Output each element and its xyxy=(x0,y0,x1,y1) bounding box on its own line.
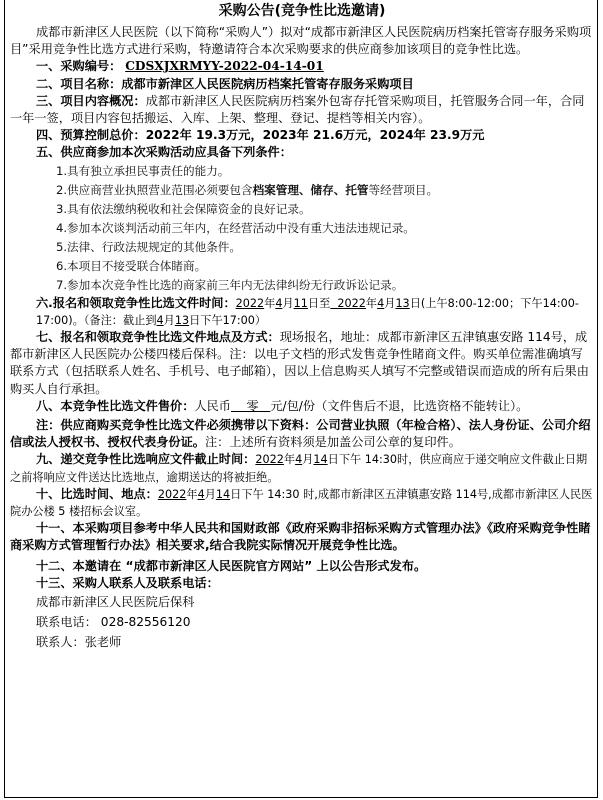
section-label: 五、供应商参加本次采购活动应具备下列条件： xyxy=(36,145,292,160)
section-label: 六.报名和领取竞争性比选文件时间： xyxy=(36,295,236,310)
list-item: 2.供应商营业执照营业范围必须要包含档案管理、储存、托管等经营项目。 xyxy=(56,182,439,197)
section-conditions xyxy=(10,144,594,161)
contact-org: 成都市新津区人民医院后保科 xyxy=(36,595,195,610)
section-contact: 十三、采购人联系人及联系电话： xyxy=(36,575,219,590)
highlight-text: 档案管理、储存、托管 xyxy=(252,182,369,197)
section-selection-time-place: 十、比选时间、地点：2022年4月14日下午 14:30 时,成都市新津区五津镇惠安路 114号,成都市新津区人民医院办公楼 5 楼招标会议室。 xyxy=(10,486,593,519)
section-publication: 十二、本邀请在 “成都市新津区人民医院官方网站” 上以公告形式发布。 xyxy=(36,558,427,573)
section-procurement-number xyxy=(10,58,594,75)
section-label: 二、项目名称： xyxy=(36,76,122,91)
section-price: 八、本竞争性比选文件售价：人民币 零 元/包/份（文件售后不退，比选资格不能转让）。 xyxy=(36,398,529,413)
section-registration-time: 六.报名和领取竞争性比选文件时间：2022年4月11日至 2022年4月13日(上午8:00-12:00；下午14:00-17:00)。（备注：截止到4月13日下午17:00） xyxy=(36,295,579,327)
note-label: 注：供应商购买竞争性比选文件必须携带以下资料：公司营业执照（年检合格）、法人身份证、公司介绍信或法人授权书、授权代表身份证。 xyxy=(10,418,591,450)
section-label: 四、预算控制总价： xyxy=(36,128,146,143)
list-item: 1.具有独立承担民事责任的能力。 xyxy=(56,163,230,178)
section-deadline: 九、递交竞争性比选响应文件截止时间：2022年4月14日下午 14:30时，供应商应于递交响应文件截止日期之前将响应文件送达比选地点，逾期送达的将被拒绝。 xyxy=(10,452,588,484)
list-item: 5.法律、行政法规规定的其他条件。 xyxy=(56,239,241,254)
announcement-document xyxy=(10,0,594,652)
price-amount: 零 xyxy=(246,398,259,413)
procurement-number: CDSXJXRMYY-2022-04-14-01 xyxy=(125,59,324,74)
section-label: 一、采购编号： xyxy=(36,59,122,74)
page-title: 采购公告(竞争性比选邀请) xyxy=(218,3,386,19)
section-regulations: 十一、本采购项目参考中华人民共和国财政部《政府采购非招标采购方式管理办法》《政府采购竞争性睹商采购方式管理暂行办法》相关要求,结合我院实际情况开展竞争性比选。 xyxy=(10,521,591,553)
conditions-list xyxy=(10,162,594,295)
section-label: 十、比选时间、地点： xyxy=(36,486,158,501)
list-item: 4.参加本次谈判活动前三年内，在经营活动中没有重大违法违规记录。 xyxy=(56,220,415,235)
note-text: 注：上述所有资料须是加盖公司公章的复印件。 xyxy=(205,435,461,450)
note-paragraph xyxy=(10,417,594,451)
project-name: 成都市新津区人民医院病历档案托管寄存服务采购项目 xyxy=(121,76,414,91)
section-label: 七、报名和领取竞争性比选文件地点及方式： xyxy=(36,330,280,345)
section-label: 八、本竞争性比选文件售价： xyxy=(36,398,195,413)
section-budget xyxy=(10,127,594,144)
list-item: 3.具有依法缴纳税收和社会保障资金的良好记录。 xyxy=(56,201,311,216)
budget-value: 2022年 19.3万元，2023年 21.6万元，2024年 23.9万元 xyxy=(145,128,485,143)
list-item: 7.参加本次竞争性比选的商家前三年内无法律纠纷无行政诉讼记录。 xyxy=(56,277,404,292)
section-label: 三、项目内容概况： xyxy=(36,93,146,108)
registration-place: 现场报名，地址：成都市新津区五津镇惠安路 114号，成都市新津区人民医院办公楼四楼后保科。注：以电子文档的形式发售竞争性睹商文件。购买单位需准确填写联系方式（包括联系人姓名、手机号、电子邮箱），因以上信息购买人填写不完整或错误而造成的所有后果由购买人自行承担。 xyxy=(10,330,589,396)
section-project-overview xyxy=(10,93,594,127)
project-overview: 成都市新津区人民医院病历档案外包寄存托管采购项目，托管服务合同一年，合同一年一签，项目内容包括搬运、入库、上架、整理、登记、提档等相关内容）。 xyxy=(10,93,585,126)
section-project-name xyxy=(10,76,594,93)
contact-person: 联系人：张老师 xyxy=(36,635,122,650)
section-label: 九、递交竞争性比选响应文件截止时间： xyxy=(36,452,256,467)
list-item: 6.本项目不接受联合体睹商。 xyxy=(56,258,207,273)
section-registration-place xyxy=(10,329,594,398)
intro-paragraph: 成都市新津区人民医院（以下简称“采购人”）拟对“成都市新津区人民医院病历档案托管寄存服务采购项目”采用竞争性比选方式进行采购，特邀请符合本次采购要求的供应商参加该项目的竞争性比选。 xyxy=(10,25,592,57)
contact-phone: 联系电话： 028-82556120 xyxy=(36,615,191,630)
